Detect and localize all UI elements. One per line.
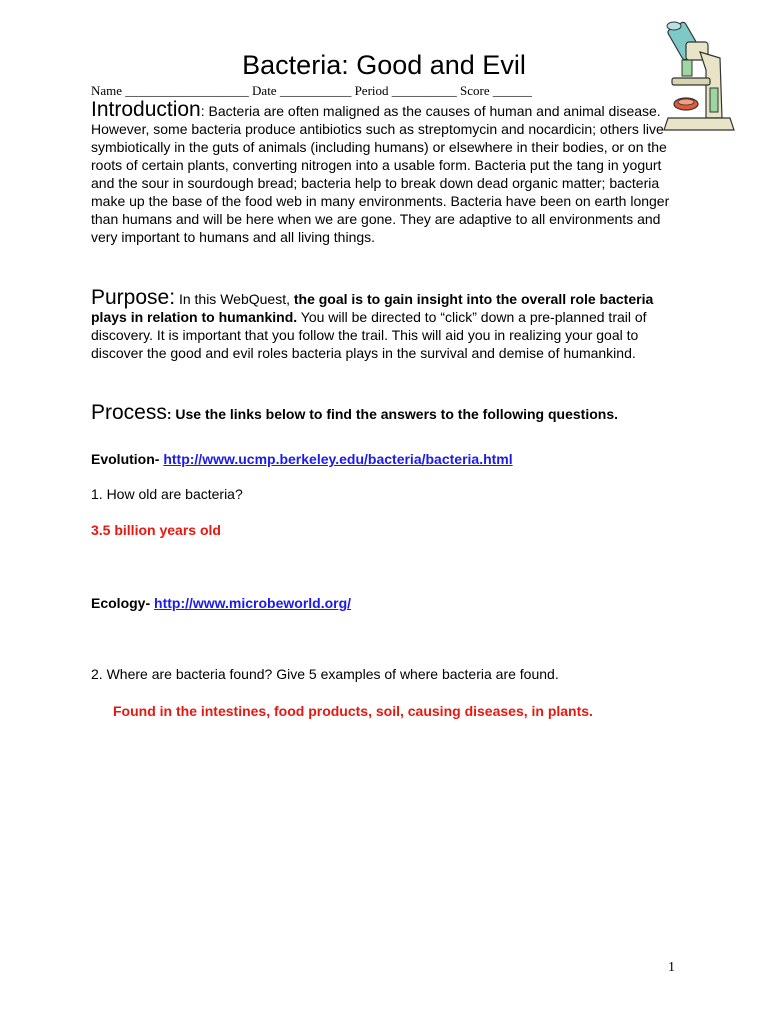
introduction-heading: Introduction [91,98,201,121]
evolution-line [91,450,513,468]
process-paragraph [91,401,671,424]
purpose-goal-text: the goal is to gain insight into the overall role bacteria plays in relation to humankind. [91,291,654,325]
process-heading: Process [91,401,167,424]
introduction-paragraph [91,98,671,246]
answer-1: 3.5 billion years old [91,522,221,538]
page-number: 1 [668,960,675,975]
evolution-link[interactable]: http://www.ucmp.berkeley.edu/bacteria/bacteria.html [163,451,513,467]
document-title: Bacteria: Good and Evil [242,50,526,80]
ecology-link[interactable]: http://www.microbeworld.org/ [154,595,352,611]
purpose-text-after: You will be directed to “click” down a pre-planned trail of discovery. It is important that you follow the trail. This will aid you in realizing your goal to discover the good and evil roles bacteria plays in the survival and demise of humankind. [91,309,647,361]
ecology-label: Ecology- [91,595,155,611]
ecology-line [91,594,351,612]
purpose-heading: Purpose: [91,286,176,309]
purpose-text-before: In this WebQuest, [175,291,294,307]
question-2: 2. Where are bacteria found? Give 5 examples of where bacteria are found. [91,666,559,682]
question-1: 1. How old are bacteria? [91,486,243,502]
introduction-text: : Bacteria are often maligned as the causes of human and animal disease. However, some bacteria produce antibiotics such as streptomycin and nocardicin; others live symbiotically in the guts of animals (including humans) or elsewhere in their bodies, or on the roots of certain plants, converting nitrogen into a usable form. Bacteria put the tang in yogurt and the sour in sourdough bread; bacteria help to break down dead organic matter; bacteria make up the base of the food web in many environments. Bacteria have been on earth longer than humans and will be here when we are gone. They are adaptive to all environments and very important to humans and all living things. [91,103,670,245]
header-fields: Name ___________________ Date ___________ Period __________ Score ______ [91,83,532,98]
process-text: : Use the links below to find the answers to the following questions. [166,406,619,422]
microscope-icon [660,18,740,138]
evolution-label: Evolution- [91,451,164,467]
answer-2: Found in the intestines, food products, soil, causing diseases, in plants. [113,703,593,719]
purpose-paragraph [91,286,671,362]
